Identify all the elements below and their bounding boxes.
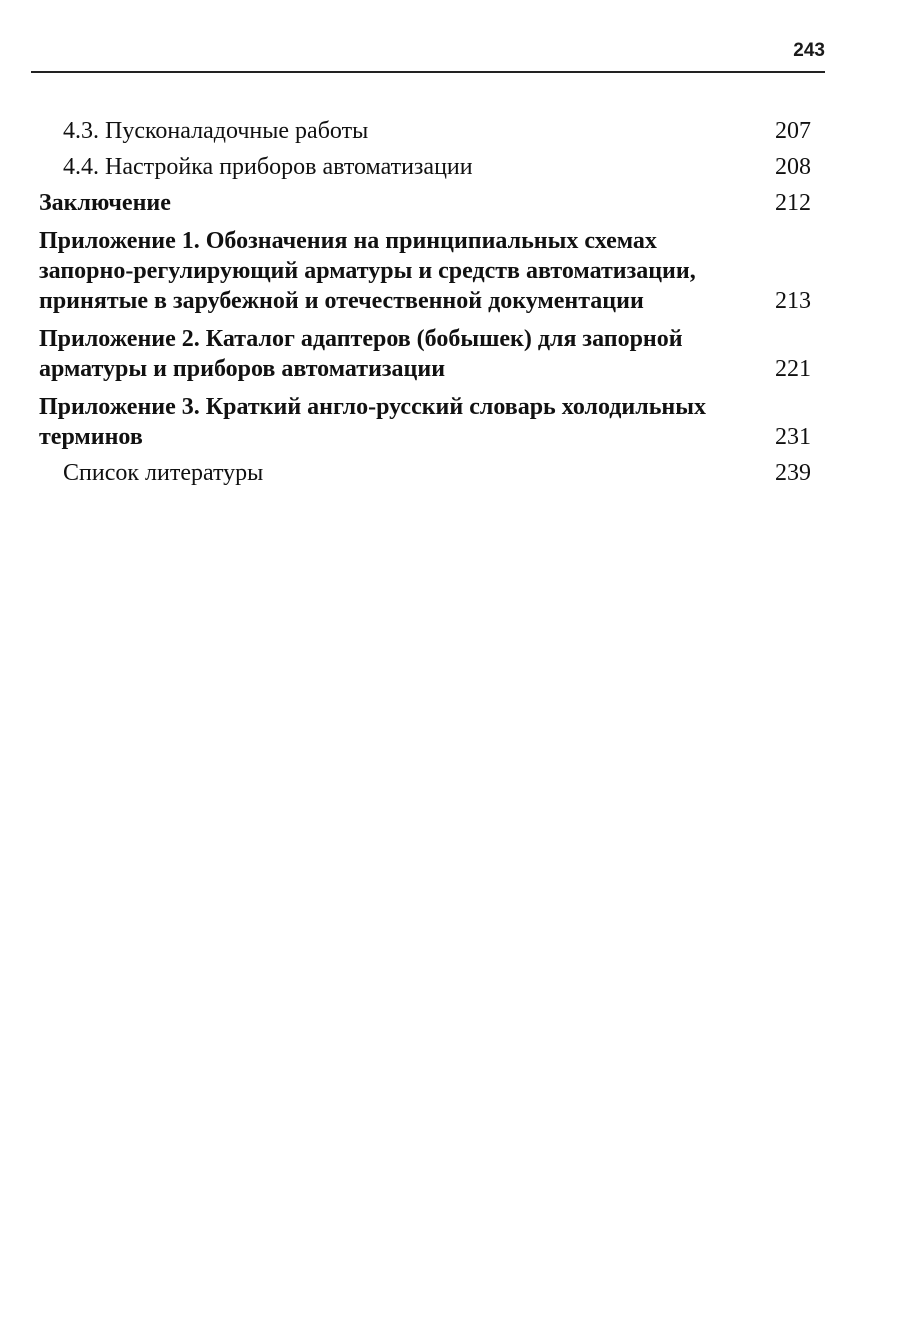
toc-entry-title: 4.3. Пусконаладочные работы: [63, 118, 369, 144]
toc-entry-title: [39, 226, 771, 316]
toc-entry-appendix-3[interactable]: [39, 392, 811, 452]
toc-entry-title-line: арматуры и приборов автоматизации: [39, 356, 446, 382]
toc-entry-title-line: Приложение 2. Каталог адаптеров (бобышек) для запорной: [39, 326, 683, 352]
toc-entry-title: 4.4. Настройка приборов автоматизации: [63, 154, 473, 180]
table-of-contents: [39, 116, 811, 488]
toc-entry-4-3[interactable]: [39, 116, 811, 146]
header-rule: [31, 71, 825, 73]
toc-entry-page: 208: [775, 154, 811, 180]
toc-entry-title-line: терминов: [39, 424, 143, 450]
toc-entry-title: Список литературы: [63, 460, 264, 486]
toc-entry-title-line: принятые в зарубежной и отечественной документации: [39, 288, 644, 314]
toc-entry-4-4[interactable]: [39, 152, 811, 182]
toc-entry-page: 221: [775, 356, 811, 382]
toc-entry-title: [39, 324, 771, 384]
page-number: 243: [793, 40, 825, 61]
toc-entry-page: 231: [775, 424, 811, 450]
toc-entry-title-line: запорно-регулирующий арматуры и средств автоматизации,: [39, 258, 696, 284]
toc-entry-page: 212: [775, 190, 811, 216]
toc-entry-title: Заключение: [39, 190, 171, 216]
toc-entry-title-line: Приложение 3. Краткий англо-русский словарь холодильных: [39, 394, 706, 420]
toc-entry-title: [39, 392, 771, 452]
toc-entry-conclusion[interactable]: [39, 188, 811, 218]
toc-entry-appendix-1[interactable]: [39, 226, 811, 316]
toc-entry-page: 207: [775, 118, 811, 144]
toc-entry-page: 213: [775, 288, 811, 314]
toc-entry-appendix-2[interactable]: [39, 324, 811, 384]
toc-entry-title-line: Приложение 1. Обозначения на принципиальных схемах: [39, 228, 657, 254]
toc-entry-page: 239: [775, 460, 811, 486]
toc-entry-references[interactable]: [39, 458, 811, 488]
